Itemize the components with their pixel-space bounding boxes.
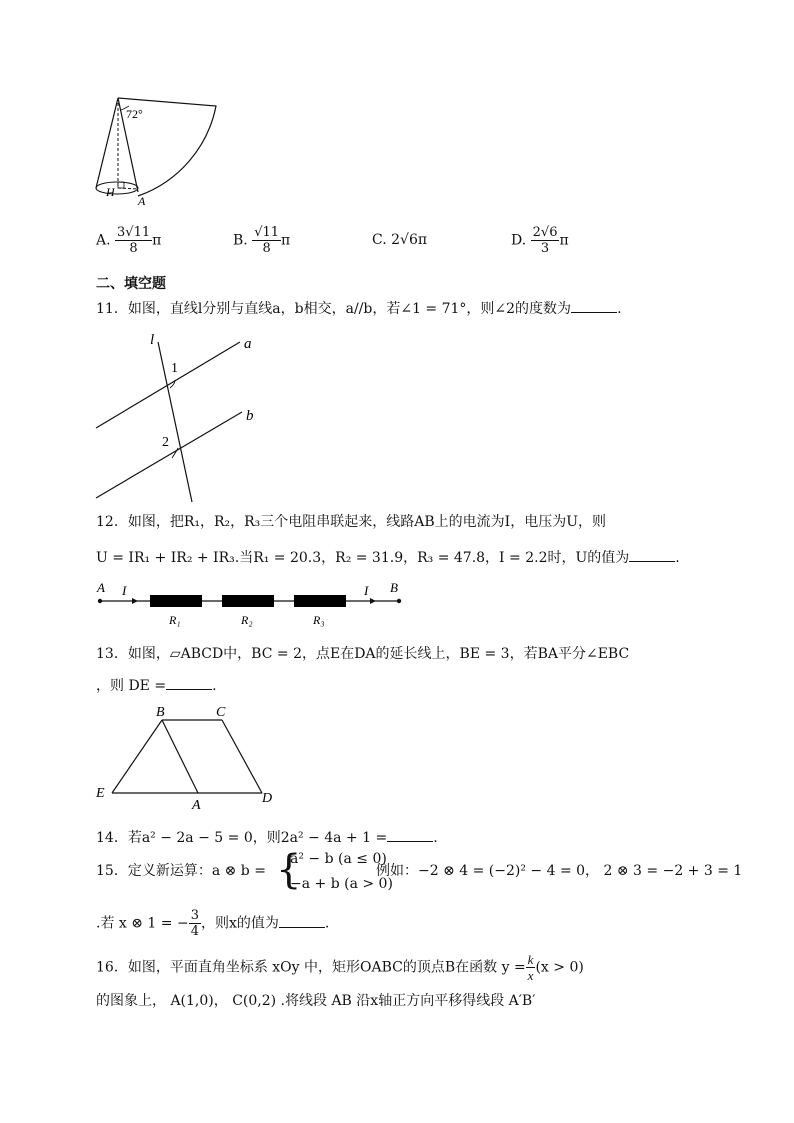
option-c: C. 2√6π xyxy=(372,232,428,248)
label-I-right: I xyxy=(364,583,369,598)
q15-line2: .若 x ⊗ 1 = − $\frac{3}{4}$ ，则x的值为 . xyxy=(96,908,330,939)
cone-left-edge xyxy=(96,98,118,188)
q12-line1: 12．如图，把R₁，R₂，R₃三个电阻串联起来，线路AB上的电流为I，电压为U，则 xyxy=(96,514,607,530)
label-R1: R₁ xyxy=(169,613,181,627)
q13-parallelogram-figure xyxy=(92,702,282,812)
line-BA xyxy=(162,720,198,793)
label-l: l xyxy=(150,332,155,348)
line-b xyxy=(96,412,242,498)
cone-sector-figure xyxy=(90,92,230,212)
line-BE xyxy=(112,720,162,793)
label-A: A xyxy=(192,798,201,812)
q13-line2: ，则 DE = . xyxy=(96,678,217,694)
q12-circuit-figure xyxy=(94,580,414,630)
label-B: B xyxy=(390,580,398,595)
q12-line2: U = IR₁ + IR₂ + IR₃.当R₁ = 20.3，R₂ = 31.9，R₃ = 47.8，I = 2.2时，U的值为 . xyxy=(96,550,680,566)
label-2: 2 xyxy=(162,435,169,450)
label-A: A xyxy=(138,194,146,208)
angle-label: 72° xyxy=(126,107,143,121)
label-C: C xyxy=(216,705,226,720)
label-D: D xyxy=(262,791,273,806)
label-a: a xyxy=(244,336,252,352)
label-A: A xyxy=(97,580,105,595)
q11-text: 11．如图，直线l分别与直线a，b相交，a//b，若∠1 = 71°，则∠2的度数为 . xyxy=(96,301,622,317)
q15-example: 例如：−2 ⊗ 4 = (−2)² − 4 = 0， 2 ⊗ 3 = −2 + 3 = 1 xyxy=(376,863,743,879)
right-angle-mark xyxy=(118,182,124,188)
answer-blank xyxy=(629,549,675,562)
label-R2: R₂ xyxy=(241,613,253,627)
section-title: 二、填空题 xyxy=(96,276,166,292)
current-arrow-left xyxy=(132,598,138,604)
label-1: 1 xyxy=(171,361,178,376)
label-E: E xyxy=(96,786,105,801)
label-b: b xyxy=(246,408,254,424)
q15-case2: −a + b (a > 0) xyxy=(290,876,393,892)
answer-blank xyxy=(166,677,212,690)
resistor-r3 xyxy=(294,595,346,607)
answer-blank xyxy=(387,829,433,842)
q16-line2: 的图象上， A(1,0)， C(0,2) .将线段 AB 沿x轴正方向平移得线段 A′B′ xyxy=(96,993,536,1009)
resistor-r2 xyxy=(222,595,274,607)
option-b: B. $\frac{√11}{8}$ π xyxy=(233,225,291,256)
line-a xyxy=(96,342,240,428)
label-R3: R₃ xyxy=(313,613,325,627)
q15-case1: a² − b (a ≤ 0) xyxy=(290,851,387,867)
label-H: H xyxy=(106,185,115,199)
current-arrow-right xyxy=(370,598,376,604)
q13-line1: 13．如图，▱ABCD中，BC = 2，点E在DA的延长线上，BE = 3，若BA平分∠EBC xyxy=(96,646,630,662)
answer-blank xyxy=(571,300,617,313)
line-CD xyxy=(222,720,262,793)
q15-lead: 15．定义新运算：a ⊗ b = xyxy=(96,863,266,879)
q16-line1: 16．如图，平面直角坐标系 xOy 中，矩形OABC的顶点B在函数 y = $\frac{k}{x}$ (x > 0) xyxy=(96,952,584,983)
option-a: A. $\frac{3√11}{8}$ π xyxy=(96,225,162,256)
label-I-left: I xyxy=(122,583,127,598)
node-b xyxy=(397,599,401,603)
label-B: B xyxy=(156,705,165,720)
answer-blank xyxy=(279,915,325,928)
q15-brace: { xyxy=(276,847,302,893)
option-d: D. $\frac{2√6}{3}$ π xyxy=(511,225,569,256)
resistor-r1 xyxy=(150,595,202,607)
q11-figure xyxy=(94,330,269,505)
cone-base xyxy=(96,182,138,194)
q14-text: 14．若a² − 2a − 5 = 0，则2a² − 4a + 1 = . xyxy=(96,830,438,846)
node-a xyxy=(98,599,102,603)
